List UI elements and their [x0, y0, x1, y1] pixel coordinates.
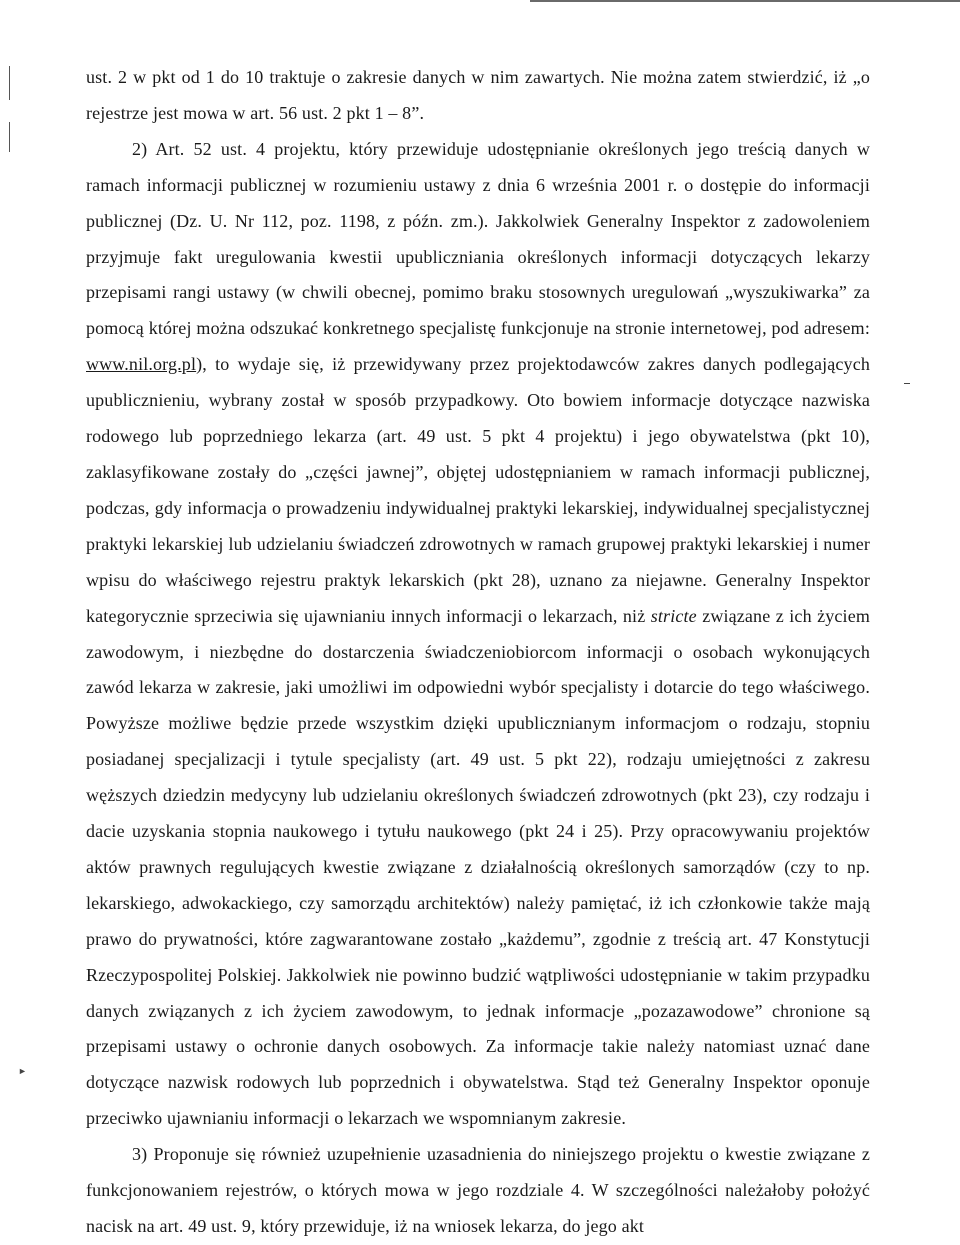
paragraph-text: związane z ich życiem zawodowym, i niezbędne do dostarczenia świadczeniobiorcom informacji o osobach wykonujących zawód lekarza w zakresie, jaki umożliwi im odpowiedni wybór specjalisty i dotarcie do tego właściwego. Powyższe możliwe będzie przede wszystkim dzięki upublicznianym informacjom o rodzaju, stopniu posiadanej specjalizacji i tytule specjalisty (art. 49 ust. 5 pkt 22), rodzaju umiejętności z zakresu węższych dziedzin medycyny lub udzielaniu określonych świadczeń zdrowotnych (pkt 23), czy rodzaju i dacie uzyskania stopnia naukowego i tytułu naukowego (pkt 24 i 25). Przy opracowywaniu projektów aktów prawnych regulujących kwestie związane z działalnością określonych samorządów (czy to np. lekarskiego, adwokackiego, czy samorządu architektów) należy pamiętać, iż ich członkowie także mają prawo do prywatności, które zagwarantowane zostało „każdemu”, zgodnie z treścią art. 47 Konstytucji Rzeczypospolitej Polskiej. Jakkolwiek nie powinno budzić wątpliwości udostępnianie w takim przypadku danych związanych z ich życiem zawodowym, to jednak informacje „pozazawodowe” chronione są przepisami ustawy o ochronie danych osobowych. Za informacje takie należy natomiast uznać dane dotyczące nazwisk rodowych lub poprzednich i obywatelstwa. Stąd też Generalny Inspektor oponuje przeciwko ujawnianiu informacji o lekarzach we wspomnianym zakresie.: [86, 605, 870, 1129]
paragraph-continuation: ust. 2 w pkt od 1 do 10 traktuje o zakresie danych w nim zawartych. Nie można zatem stwierdzić, iż „o rejestrze jest mowa w art. 56 ust. 2 pkt 1 – 8”.: [86, 67, 870, 123]
scan-margin-mark: [9, 66, 10, 100]
scan-arrow-mark: ►: [18, 1066, 27, 1076]
scan-margin-mark: [9, 122, 10, 152]
paragraph-point-2: [86, 132, 870, 1137]
scan-dash-mark: [904, 383, 910, 384]
document-body: [86, 60, 870, 1245]
scan-top-rule: [530, 0, 960, 2]
website-link[interactable]: www.nil.org.pl: [86, 354, 197, 375]
paragraph-point-3: 3) Proponuje się również uzupełnienie uzasadnienia do niniejszego projektu o kwestie związane z funkcjonowaniem rejestrów, o których mowa w jego rozdziale 4. W szczególności należałoby położyć nacisk na art. 49 ust. 9, który przewiduje, iż na wniosek lekarza, do jego akt: [86, 1144, 870, 1236]
italic-term: stricte: [650, 605, 697, 626]
paragraph-text: 2) Art. 52 ust. 4 projektu, który przewiduje udostępnianie określonych jego treścią danych w ramach informacji publicznej w rozumieniu ustawy z dnia 6 września 2001 r. o dostępie do informacji publicznej (Dz. U. Nr 112, poz. 1198, z późn. zm.). Jakkolwiek Generalny Inspektor z zadowoleniem przyjmuje fakt uregulowania kwestii upubliczniania określonych informacji dotyczących lekarzy przepisami rangi ustawy (w chwili obecnej, pomimo braku stosownych uregulowań „wyszukiwarka” za pomocą której można odszukać konkretnego specjalistę funkcjonuje na stronie internetowej, pod adresem:: [86, 138, 870, 339]
paragraph-text: ), to wydaje się, iż przewidywany przez projektodawców zakres danych podlegających upublicznieniu, wybrany został w sposób przypadkowy. Oto bowiem informacje dotyczące nazwiska rodowego lub poprzedniego lekarza (art. 49 ust. 5 pkt 4 projektu) i jego obywatelstwa (pkt 10), zaklasyfikowane zostały do „części jawnej”, objętej udostępnianiem w ramach informacji publicznej, podczas, gdy informacja o prowadzeniu indywidualnej praktyki lekarskiej, indywidualnej specjalistycznej praktyki lekarskiej lub udzielaniu świadczeń zdrowotnych w ramach grupowej praktyki lekarskiej i numer wpisu do właściwego rejestru praktyk lekarskich (pkt 28), uznano za niejawne. Generalny Inspektor kategorycznie sprzeciwia się ujawnianiu innych informacji o lekarzach, niż: [86, 354, 870, 626]
